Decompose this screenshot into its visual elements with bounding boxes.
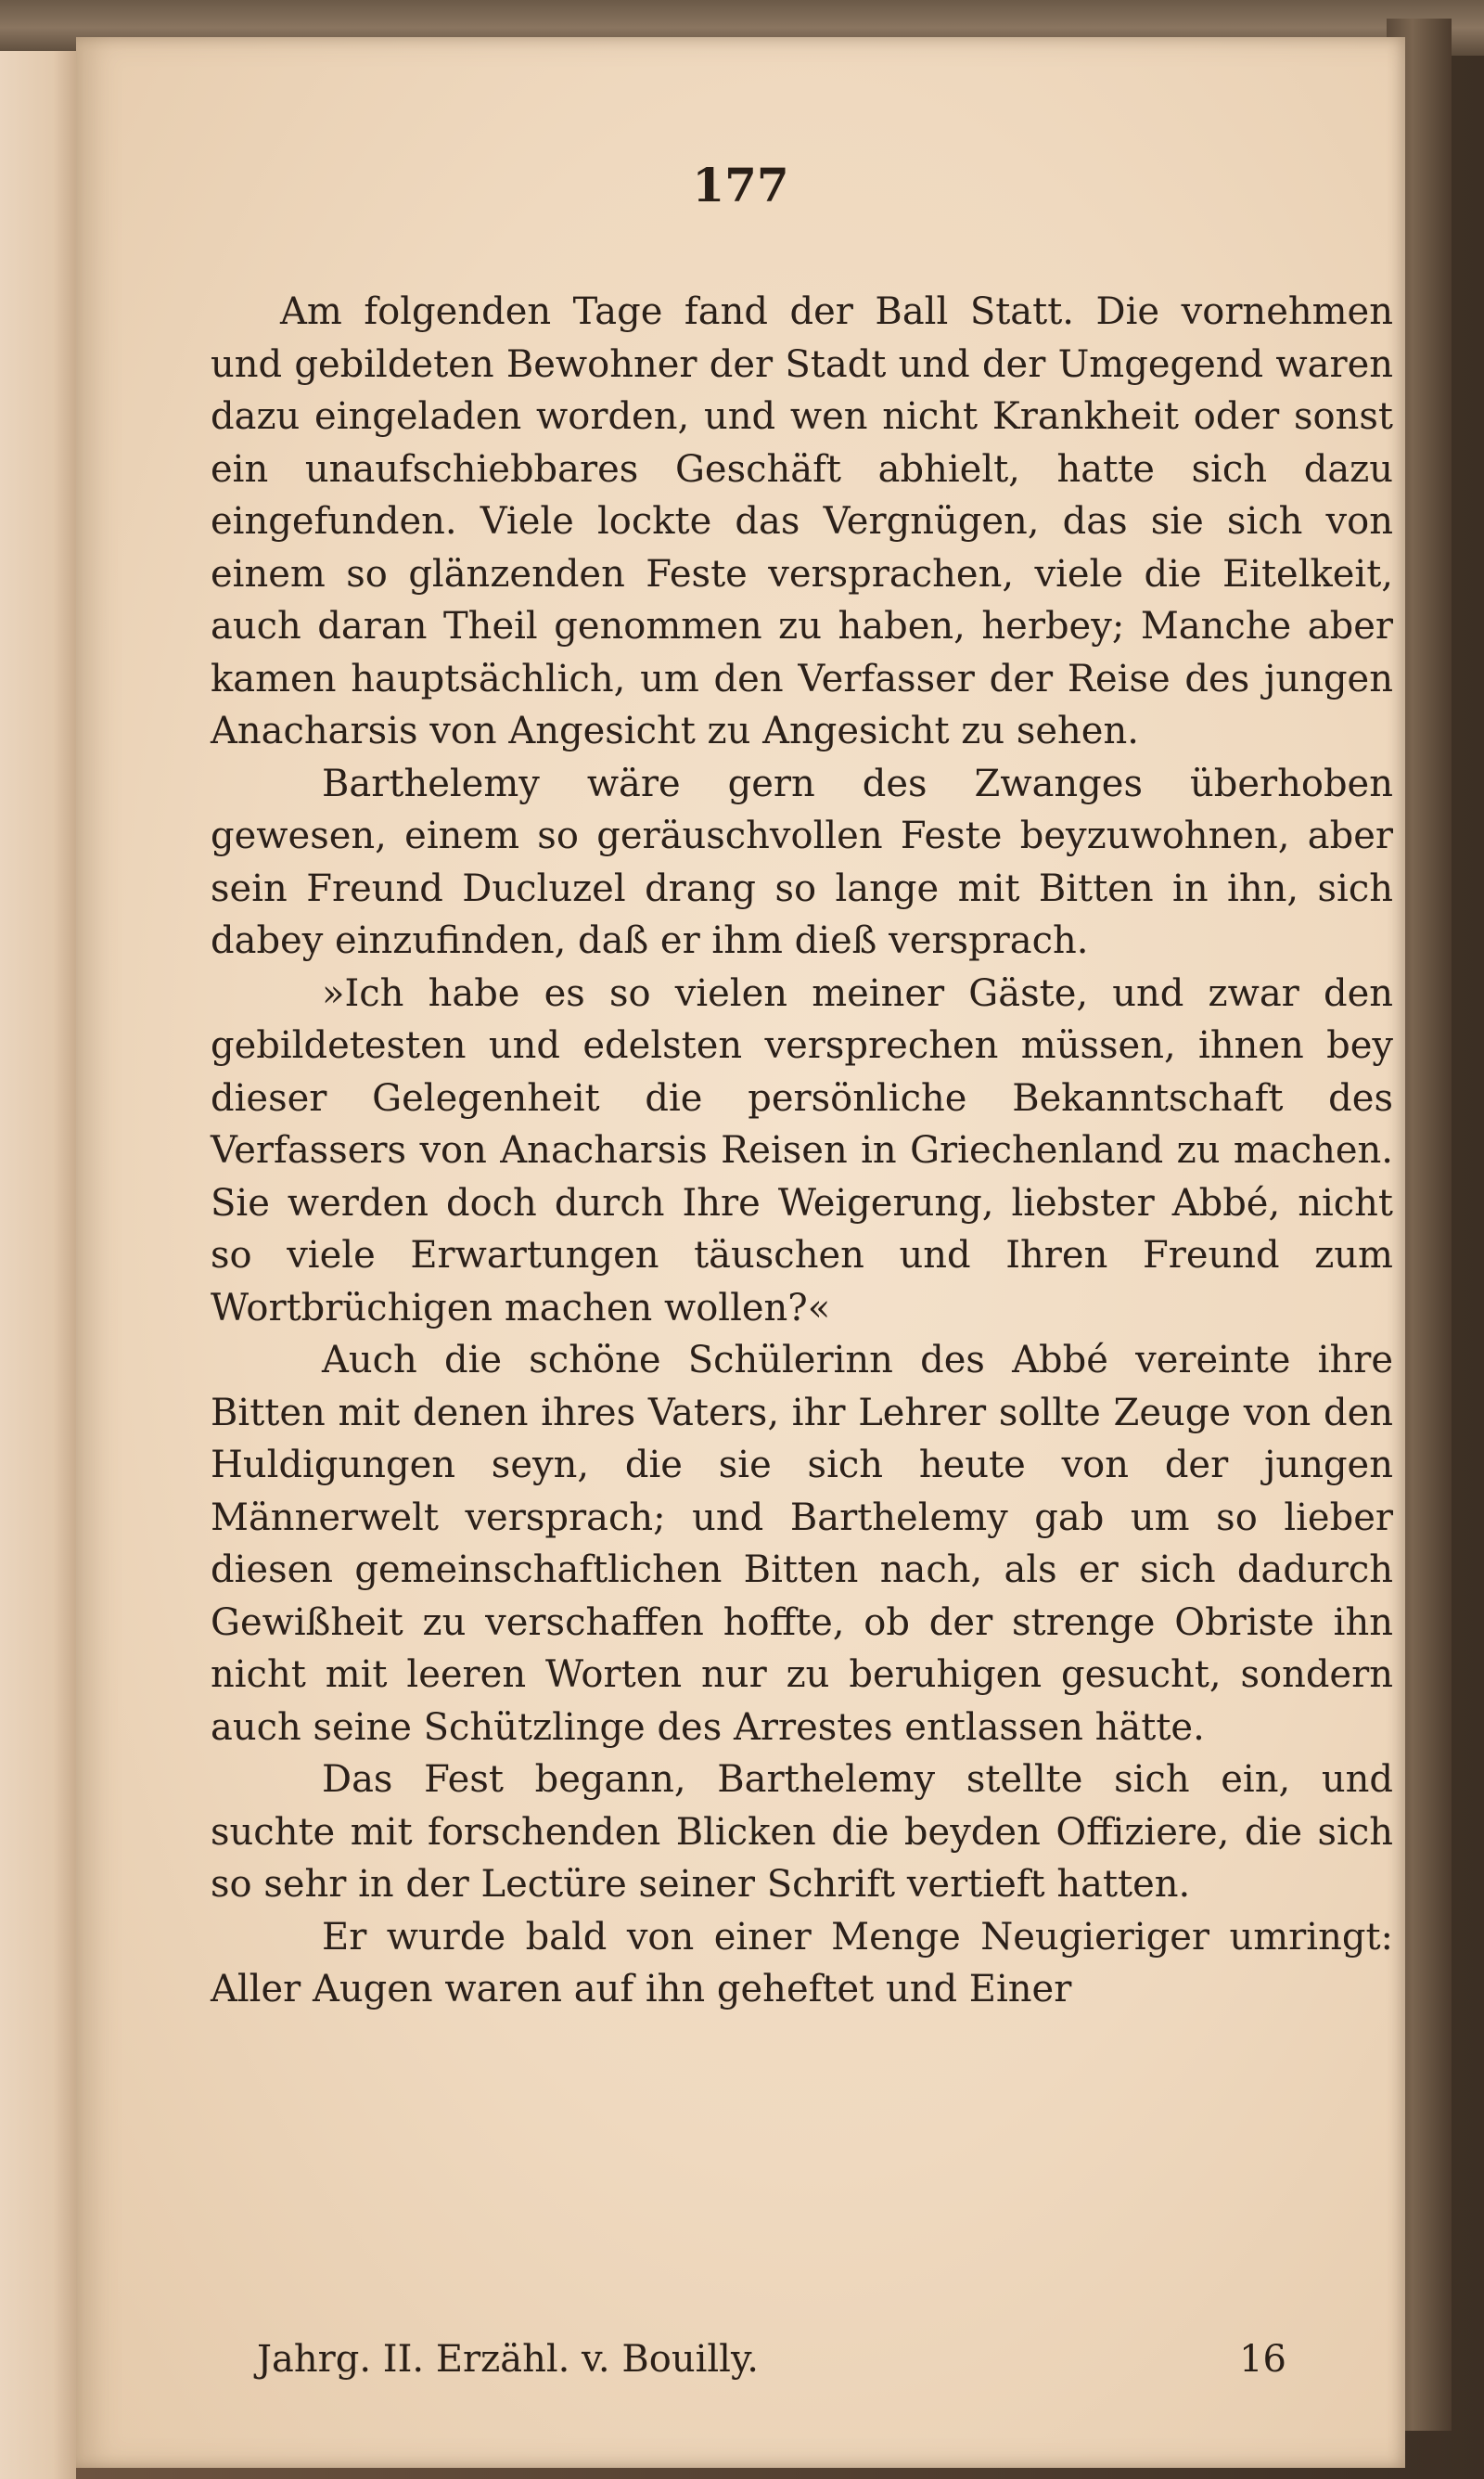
paragraph: Am folgenden Tage fand der Ball Statt. Die vornehmen und gebildeten Bewohner der Stadt und der Umgegend waren dazu eingeladen worden, und wen nicht Krankheit oder sonst ein unaufschiebbares Geschäft abhielt, hatte sich dazu eingefunden. Viele lockte das Vergnügen, das sie sich von einem so glänzenden Feste versprachen, viele die Eitelkeit, auch daran Theil genommen zu haben, herbey; Manche aber kamen hauptsächlich, um den Verfasser der Reise des jungen Anacharsis von Angesicht zu Angesicht zu sehen.	[211, 290, 1393, 752]
paragraph: Er wurde bald von einer Menge Neugieriger umringt: Aller Augen waren auf ihn geheftet und Einer	[211, 1915, 1393, 2010]
paragraph: Barthelemy wäre gern des Zwanges überhoben gewesen, einem so geräuschvollen Feste beyzuwohnen, aber sein Freund Ducluzel drang so lange mit Bitten in ihn, sich dabey einzufinden, daß er ihm dieß versprach.	[211, 762, 1393, 962]
paragraph: Auch die schöne Schülerinn des Abbé vereinte ihre Bitten mit denen ihres Vaters, ihr Lehrer sollte Zeuge von den Huldigungen seyn, die sie sich heute von der jungen Männerwelt versprach; und Barthelemy gab um so lieber diesen gemeinschaftlichen Bitten nach, als er sich dadurch Gewißheit zu verschaffen hoffte, ob der strenge Obriste ihn nicht mit leeren Worten nur zu beruhigen gesucht, sondern auch seine Schützlinge des Arrestes entlassen hätte.	[211, 1339, 1393, 1749]
paragraph: »Ich habe es so vielen meiner Gäste, und zwar den gebildetesten und edelsten versprechen müssen, ihnen bey dieser Gelegenheit die persönliche Bekanntschaft des Verfassers von Anacharsis Reisen in Griechenland zu machen. Sie werden doch durch Ihre Weigerung, liebster Abbé, nicht so viele Erwartungen täuschen und Ihren Freund zum Wortbrüchigen machen wollen?«	[211, 971, 1393, 1329]
printer-signature: Jahrg. II. Erzähl. v. Bouilly.	[257, 2338, 759, 2381]
page-number: 177	[692, 158, 789, 212]
paragraph: Das Fest begann, Barthelemy stellte sich ein, und suchte mit forschenden Blicken die beyden Offiziere, die sich so sehr in der Lectüre seiner Schrift vertieft hatten.	[211, 1758, 1393, 1906]
book-page	[76, 37, 1405, 2468]
facing-page-edge	[0, 51, 76, 2479]
page-body	[211, 286, 1393, 2016]
sheet-number: 16	[1239, 2338, 1286, 2381]
